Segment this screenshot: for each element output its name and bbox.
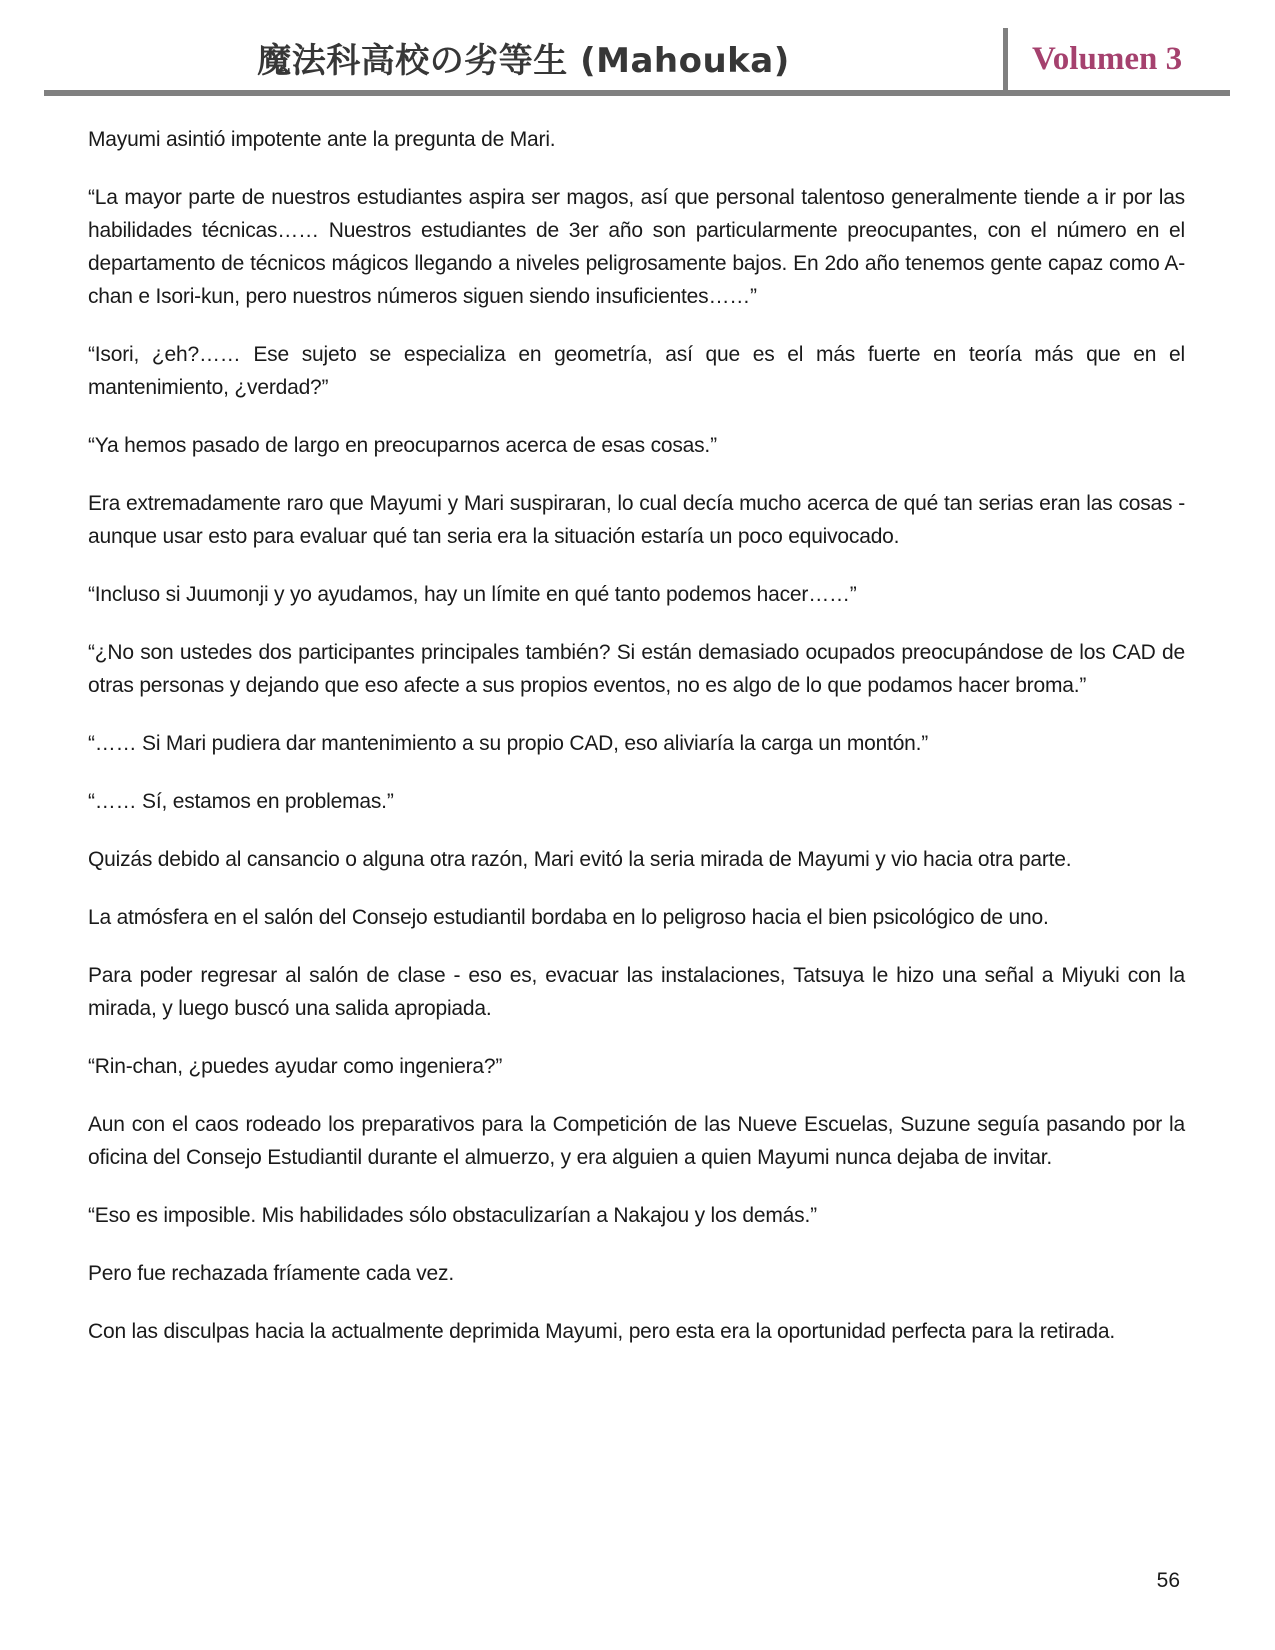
paragraph: Era extremadamente raro que Mayumi y Mari suspiraran, lo cual decía mucho acerca de qué tan serias eran las cosas - aunque usar esto para evaluar qué tan seria era la situación estaría un poco equivocado.: [88, 492, 1185, 548]
volume-label: Volumen 3: [1032, 41, 1183, 77]
paragraph: La atmósfera en el salón del Consejo estudiantil bordaba en lo peligroso hacia el bien psicológico de uno.: [88, 906, 1049, 929]
page-number: 56: [1156, 1569, 1180, 1592]
paragraph: Aun con el caos rodeado los preparativos para la Competición de las Nueve Escuelas, Suzune seguía pasando por la oficina del Consejo Estudiantil durante el almuerzo, y era alguien a quien Mayumi nunca dejaba de invitar.: [88, 1113, 1185, 1169]
page-header: [0, 0, 1275, 90]
paragraph: Pero fue rechazada fríamente cada vez.: [88, 1262, 454, 1285]
page-title: 魔法科高校の劣等生 (Mahouka): [257, 41, 790, 81]
header-title-area: [44, 33, 1003, 90]
page-footer: [1157, 1569, 1180, 1593]
header-volume-area: [1008, 41, 1230, 90]
paragraph: Mayumi asintió impotente ante la pregunta de Mari.: [88, 128, 556, 151]
paragraph: “Incluso si Juumonji y yo ayudamos, hay un límite en qué tanto podemos hacer……”: [88, 583, 857, 606]
paragraph: “Ya hemos pasado de largo en preocuparnos acerca de esas cosas.”: [88, 434, 717, 457]
page-body: [0, 96, 1275, 1348]
paragraph: “La mayor parte de nuestros estudiantes aspira ser magos, así que personal talentoso generalmente tiende a ir por las habilidades técnicas…… Nuestros estudiantes de 3er año son particularmente preocupantes, con el número en el departamento de técnicos mágicos llegando a niveles peligrosamente bajos. En 2do año tenemos gente capaz como A-chan e Isori-kun, pero nuestros números siguen siendo insuficientes……”: [88, 186, 1185, 308]
paragraph: “Eso es imposible. Mis habilidades sólo obstaculizarían a Nakajou y los demás.”: [88, 1204, 817, 1227]
paragraph: Quizás debido al cansancio o alguna otra razón, Mari evitó la seria mirada de Mayumi y vio hacia otra parte.: [88, 848, 1072, 871]
paragraph: “Rin-chan, ¿puedes ayudar como ingeniera?”: [88, 1055, 503, 1078]
paragraph: “…… Sí, estamos en problemas.”: [88, 790, 394, 813]
paragraph: Para poder regresar al salón de clase - eso es, evacuar las instalaciones, Tatsuya le hizo una señal a Miyuki con la mirada, y luego buscó una salida apropiada.: [88, 964, 1185, 1020]
paragraph: “¿No son ustedes dos participantes principales también? Si están demasiado ocupados preocupándose de los CAD de otras personas y dejando que eso afecte a sus propios eventos, no es algo de lo que podamos hacer broma.”: [88, 641, 1185, 697]
paragraph: “Isori, ¿eh?…… Ese sujeto se especializa en geometría, así que es el más fuerte en teoría más que en el mantenimiento, ¿verdad?”: [88, 343, 1185, 399]
paragraph: “…… Si Mari pudiera dar mantenimiento a su propio CAD, eso aliviaría la carga un montón.”: [88, 732, 929, 755]
paragraph: Con las disculpas hacia la actualmente deprimida Mayumi, pero esta era la oportunidad perfecta para la retirada.: [88, 1320, 1116, 1343]
